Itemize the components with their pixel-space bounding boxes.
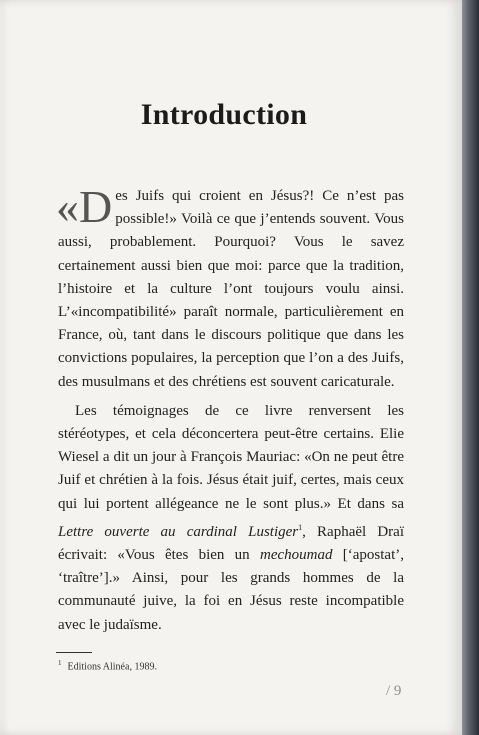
footnote xyxy=(58,659,157,672)
italic-term: mechoumad xyxy=(259,547,333,564)
book-title-reference: Lettre ouverte au cardinal Lustiger xyxy=(58,523,299,540)
footnote-rule xyxy=(56,652,92,653)
footnote-number: 1 xyxy=(58,659,62,667)
opening-quote-drop-cap xyxy=(56,181,113,232)
drop-cap-letter: D xyxy=(79,181,113,232)
paragraph-2-text-a: Les témoignages de ce livre renversent les stéréotypes, et cela déconcertera peut-être certains. Elie Wiesel a dit un jour à François Mauriac: «On ne peut être Juif et chrétien à la fois. Jésus était juif, certes, mais ceux qui lui portent allégeance ne le sont plus.» Et dans sa xyxy=(58,402,404,512)
chapter-title: Introduction xyxy=(140,98,308,131)
paragraph-2-text-c: [‘apostat’, ‘traître’].» Ainsi, pour les grands hommes de la communauté juive, la foi en Jésus reste incompatible avec le judaïsme. xyxy=(58,547,404,633)
page-number: / 9 xyxy=(386,683,402,699)
opening-quote-mark: « xyxy=(56,181,79,232)
paragraph-1 xyxy=(56,181,404,394)
paragraph-1-text: es Juifs qui croient en Jésus?! Ce n’est pas possible!» Voilà ce que j’entends souvent. Vous aussi, probablement. Pourquoi? Vous le savez certainement aussi bien que moi: parce que la tradition, l’histoire et la culture l’ont toujours voulu ainsi. L’«incompatibilité» paraît normale, particulièrement en France, où, tant dans le discours politique que dans les convictions populaires, la perception que l’on a des Juifs, des musulmans et des chrétiens est souvent caricaturale. xyxy=(58,188,404,390)
footnote-reference: 1 xyxy=(298,522,303,532)
paragraph-2 xyxy=(58,400,404,637)
page-edge-shadow xyxy=(462,0,479,735)
paragraph-2-text-b: , Raphaël Draï écrivait: «Vous êtes bien un xyxy=(58,523,404,564)
footnote-text: Editions Alinéa, 1989. xyxy=(67,661,157,673)
body-text xyxy=(56,181,404,637)
